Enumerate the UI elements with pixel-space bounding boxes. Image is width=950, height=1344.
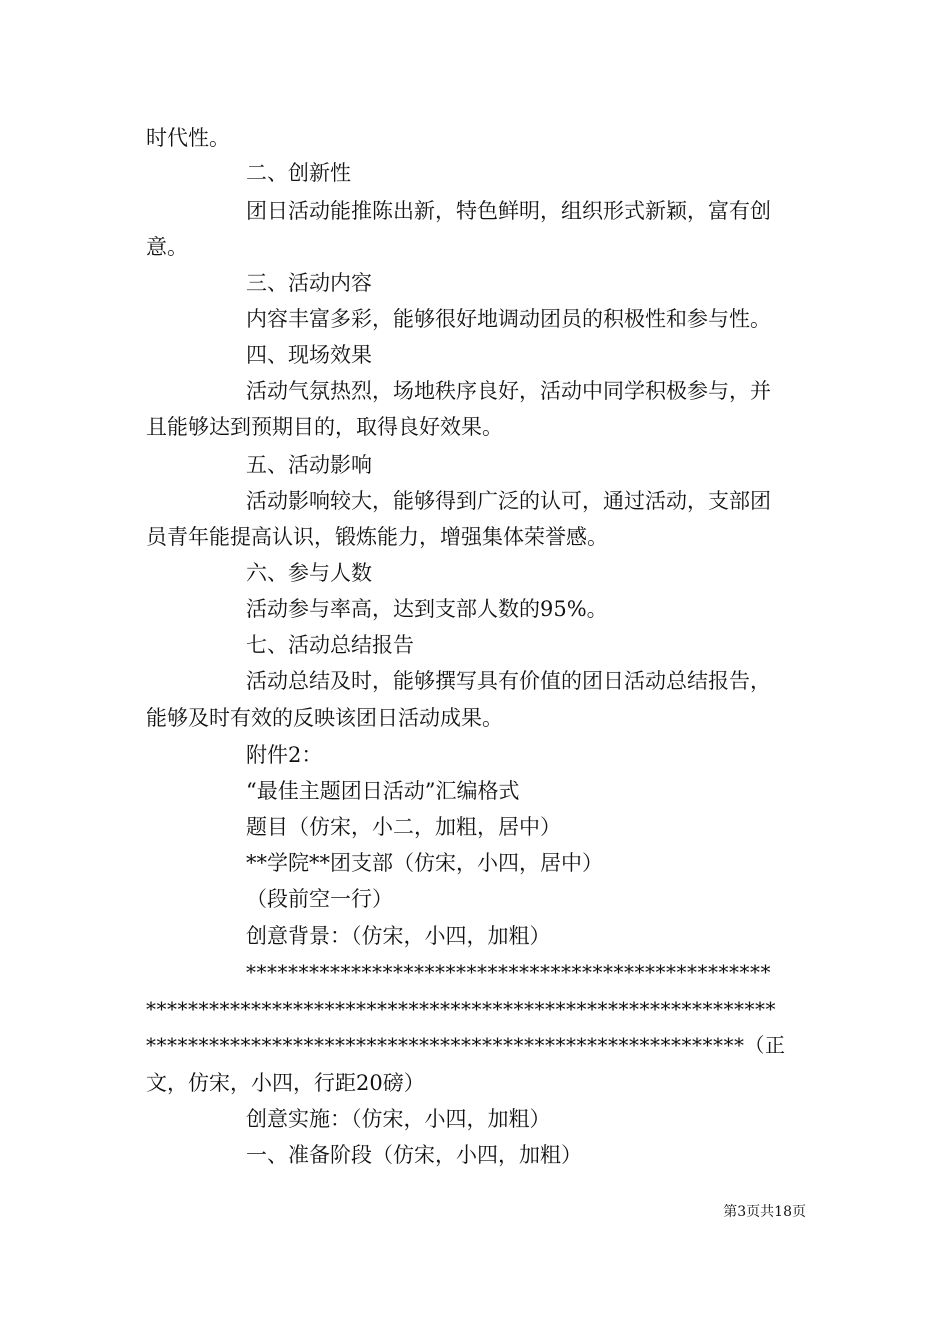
text-line: 题目（仿宋，小二，加粗，居中）: [246, 815, 561, 839]
text-line: 一、准备阶段（仿宋，小四，加粗）: [246, 1143, 582, 1167]
section-heading: 二、创新性: [246, 161, 351, 185]
placeholder-stars: **************************************************: [246, 960, 771, 984]
text-line: 创意背景：（仿宋，小四，加粗）: [246, 924, 551, 948]
text-line: 文，仿宋，小四，行距20磅）: [146, 1071, 425, 1095]
section-heading: 六、参与人数: [246, 561, 372, 585]
attachment-label: 附件2：: [246, 743, 323, 767]
text-line: 活动参与率高，达到支部人数的95%。: [246, 597, 608, 621]
placeholder-stars: *********************************************************（正: [146, 1033, 786, 1057]
text-line: 活动气氛热烈，场地秩序良好，活动中同学积极参与，并: [246, 379, 771, 403]
text-line: 时代性。: [146, 126, 230, 150]
section-heading: 七、活动总结报告: [246, 633, 414, 657]
text-line: 能够及时有效的反映该团日活动成果。: [146, 706, 503, 730]
text-line: 且能够达到预期目的，取得良好效果。: [146, 415, 503, 439]
section-heading: 三、活动内容: [246, 271, 372, 295]
section-heading: 五、活动影响: [246, 453, 372, 477]
text-line: 内容丰富多彩，能够很好地调动团员的积极性和参与性。: [246, 307, 771, 331]
page-number: 第3页共18页: [723, 1204, 806, 1220]
text-line: （段前空一行）: [246, 887, 393, 911]
text-line: **学院**团支部（仿宋，小四，居中）: [246, 851, 603, 875]
text-line: 活动总结及时，能够撰写具有价值的团日活动总结报告，: [246, 669, 771, 693]
format-title: “最佳主题团日活动”汇编格式: [246, 779, 520, 803]
text-line: 创意实施：（仿宋，小四，加粗）: [246, 1107, 551, 1131]
text-line: 团日活动能推陈出新，特色鲜明，组织形式新颖，富有创: [246, 199, 771, 223]
text-line: 意。: [146, 235, 188, 259]
text-line: 活动影响较大，能够得到广泛的认可，通过活动，支部团: [246, 489, 771, 513]
placeholder-stars: ************************************************************: [146, 997, 776, 1021]
section-heading: 四、现场效果: [246, 343, 372, 367]
text-line: 员青年能提高认识，锻炼能力，增强集体荣誉感。: [146, 525, 608, 549]
